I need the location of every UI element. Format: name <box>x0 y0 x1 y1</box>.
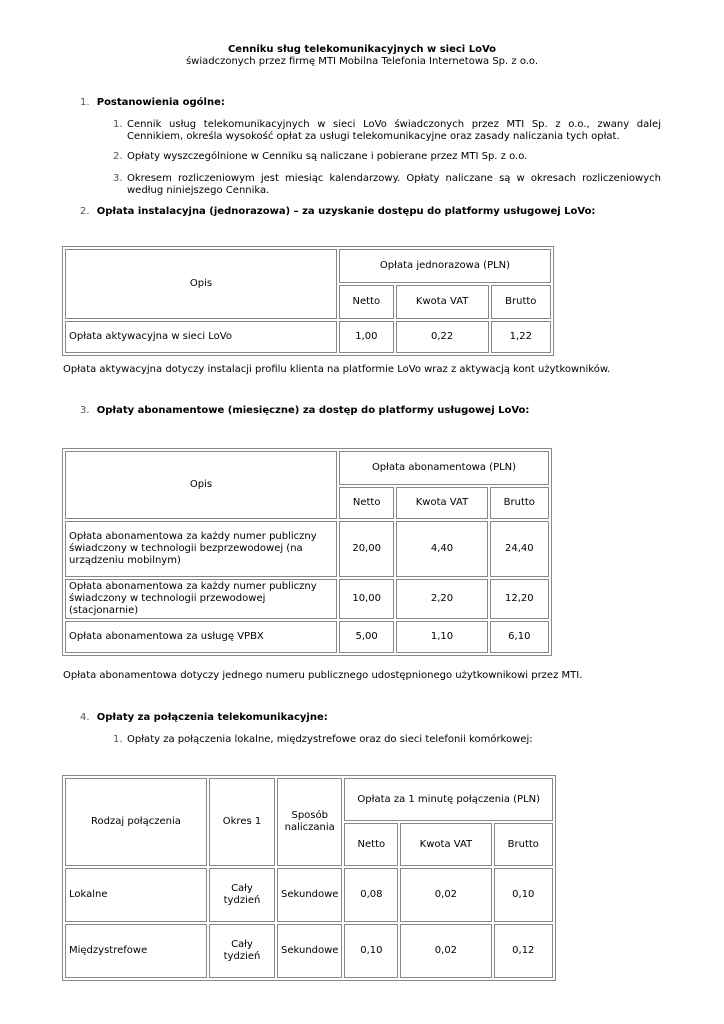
list-item <box>113 119 661 143</box>
document-subtitle: świadczonych przez firmę MTI Mobilna Telefonia Internetowa Sp. z o.o. <box>185 56 539 67</box>
cell-netto: 0,10 <box>344 924 398 978</box>
column-header-netto: Netto <box>339 487 394 519</box>
cell-vat: 0,22 <box>396 321 489 353</box>
section-title: Postanowienia ogólne: <box>96 97 225 108</box>
section-number: 3. <box>80 405 90 416</box>
cell-brutto: 6,10 <box>490 621 549 653</box>
cell-vat: 0,02 <box>400 924 491 978</box>
item-text: Cennik usług telekomunikacyjnych w sieci LoVo świadczonych przez MTI Sp. z o.o., zwany dalej Cennikiem, określa wysokość opłat za usługi telekomunikacyjne oraz zasady naliczania tych opłat. <box>127 119 661 142</box>
row-label: Opłata abonamentowa za każdy numer publiczny świadczony w technologii bezprzewodowej (na urządzeniu mobilnym) <box>65 521 337 577</box>
section-title: Opłaty abonamentowe (miesięczne) za dostęp do platformy usługowej LoVo: <box>96 405 530 416</box>
section-1-heading <box>80 97 225 109</box>
section-number: 4. <box>80 712 90 723</box>
list-item <box>113 734 661 746</box>
item-number: 1. <box>113 119 123 130</box>
column-group-header: Opłata jednorazowa (PLN) <box>339 249 551 283</box>
cell-netto: 0,08 <box>344 868 398 922</box>
note: Opłata abonamentowa dotyczy jednego numeru publicznego udostępnionego użytkownikowi przez MTI. <box>63 670 583 681</box>
row-label: Opłata abonamentowa za każdy numer publiczny świadczony w technologii przewodowej (stacjonarnie) <box>65 579 337 619</box>
cell-netto: 5,00 <box>339 621 394 653</box>
column-header-opis: Opis <box>65 451 337 519</box>
note: Opłata aktywacyjna dotyczy instalacji profilu klienta na platformie LoVo wraz z aktywacją kont użytkowników. <box>63 364 611 375</box>
item-number: 1. <box>113 734 123 745</box>
section-2-heading <box>80 206 595 218</box>
table-row <box>65 579 549 619</box>
cell-vat: 0,02 <box>400 868 491 922</box>
cell-brutto: 0,12 <box>494 924 553 978</box>
column-header-brutto: Brutto <box>494 823 553 866</box>
call-rates-table <box>62 775 556 981</box>
cell-brutto: 0,10 <box>494 868 553 922</box>
column-header-brutto: Brutto <box>491 285 551 319</box>
section-4-heading <box>80 712 328 724</box>
item-number: 3. <box>113 173 123 184</box>
cell-vat: 2,20 <box>396 579 487 619</box>
column-header-netto: Netto <box>339 285 394 319</box>
column-header-rodzaj: Rodzaj połączenia <box>65 778 207 866</box>
cell-netto: 1,00 <box>339 321 394 353</box>
activation-fee-table <box>62 246 554 356</box>
section-3-heading <box>80 405 529 417</box>
table-row <box>65 868 553 922</box>
item-text: Okresem rozliczeniowym jest miesiąc kalendarzowy. Opłaty naliczane są w okresach rozliczeniowych według niniejszego Cennika. <box>127 173 661 196</box>
cell-brutto: 24,40 <box>490 521 549 577</box>
cell-vat: 4,40 <box>396 521 487 577</box>
section-title: Opłata instalacyjna (jednorazowa) – za uzyskanie dostępu do platformy usługowej LoVo: <box>96 206 596 217</box>
column-header-vat: Kwota VAT <box>396 285 489 319</box>
cell-okres: Cały tydzień <box>209 868 275 922</box>
item-text: Opłaty wyszczególnione w Cenniku są naliczane i pobierane przez MTI Sp. z o.o. <box>127 151 528 162</box>
column-header-opis: Opis <box>65 249 337 319</box>
cell-vat: 1,10 <box>396 621 487 653</box>
column-header-netto: Netto <box>344 823 398 866</box>
section-number: 1. <box>80 97 90 108</box>
row-label: Lokalne <box>65 868 207 922</box>
table-row <box>65 521 549 577</box>
table-row <box>65 321 551 353</box>
cell-brutto: 1,22 <box>491 321 551 353</box>
cell-netto: 10,00 <box>339 579 394 619</box>
row-label: Opłata aktywacyjna w sieci LoVo <box>65 321 337 353</box>
table-row <box>65 924 553 978</box>
section-number: 2. <box>80 206 90 217</box>
item-number: 2. <box>113 151 123 162</box>
item-text: Opłaty za połączenia lokalne, międzystrefowe oraz do sieci telefonii komórkowej: <box>127 734 533 745</box>
column-group-header: Opłata za 1 minutę połączenia (PLN) <box>344 778 553 821</box>
cell-netto: 20,00 <box>339 521 394 577</box>
cell-sposob: Sekundowe <box>277 924 342 978</box>
cell-okres: Cały tydzień <box>209 924 275 978</box>
column-header-sposob: Sposób naliczania <box>277 778 342 866</box>
column-group-header: Opłata abonamentowa (PLN) <box>339 451 549 485</box>
row-label: Międzystrefowe <box>65 924 207 978</box>
list-item <box>113 173 661 197</box>
column-header-vat: Kwota VAT <box>396 487 487 519</box>
document-title: Cenniku sług telekomunikacyjnych w sieci LoVo <box>227 44 497 55</box>
table-row <box>65 621 549 653</box>
column-header-okres: Okres 1 <box>209 778 275 866</box>
subscription-fee-table <box>62 448 552 656</box>
column-header-brutto: Brutto <box>490 487 549 519</box>
cell-brutto: 12,20 <box>490 579 549 619</box>
column-header-vat: Kwota VAT <box>400 823 491 866</box>
list-item <box>113 151 661 163</box>
row-label: Opłata abonamentowa za usługę VPBX <box>65 621 337 653</box>
section-title: Opłaty za połączenia telekomunikacyjne: <box>96 712 328 723</box>
cell-sposob: Sekundowe <box>277 868 342 922</box>
